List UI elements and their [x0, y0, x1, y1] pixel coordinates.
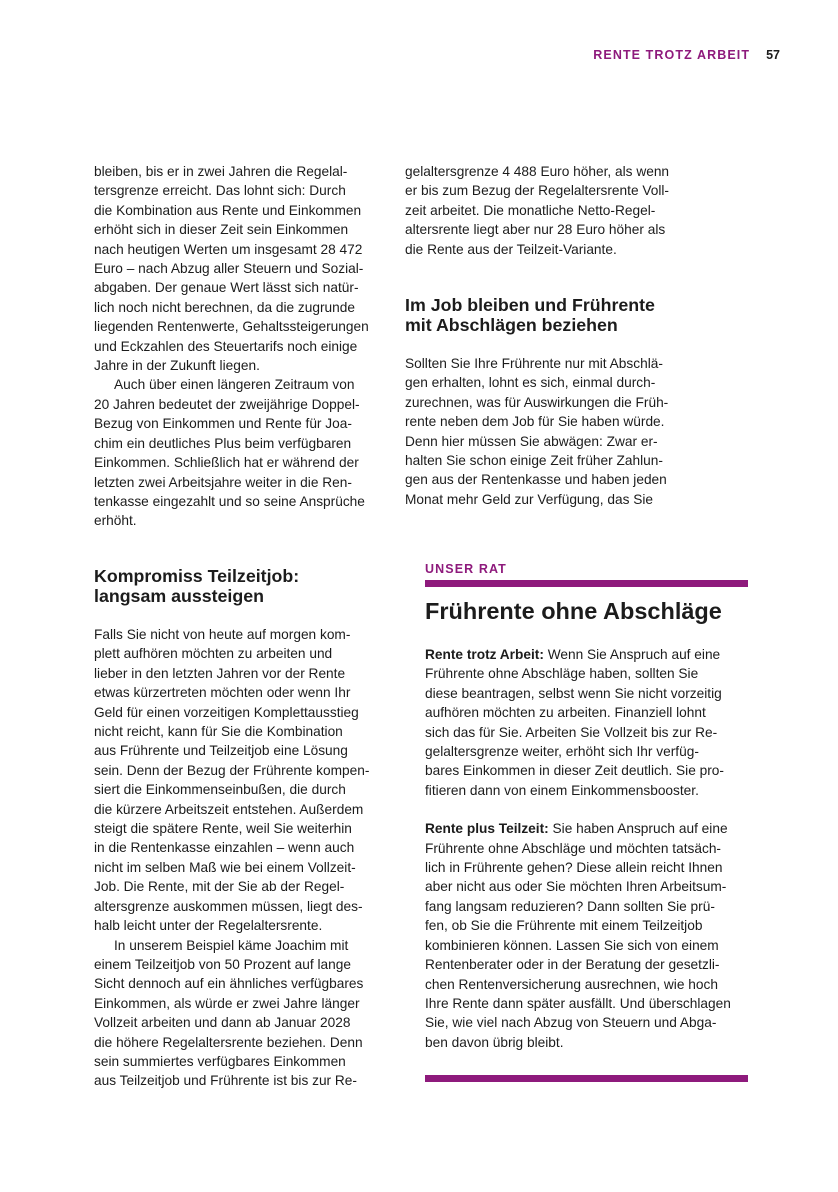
right-column-middle [405, 354, 695, 509]
left-paragraph-1: bleiben, bis er in zwei Jahren die Regelal- tersgrenze erreicht. Das lohnt sich: Durch die Kombination aus Rente und Einkommen erhöht sich in dieser Zeit sein Einkommen nach heutigen Werten um insgesamt 28 472 Euro – nach Abzug aller Steuern und Sozial- abgaben. Der genaue Wert lässt sich natür- lich noch nicht berechnen, da die zugrunde liegenden Rentenwerte, Gehaltssteigerungen und Eckzahlen des Steuertarifs noch einige Jahre in der Zukunft liegen. [94, 164, 369, 374]
left-paragraph-3: Falls Sie nicht von heute auf morgen kom- plett aufhören möchten zu arbeiten und lieber in den letzten Jahren vor der Rente etwas kürzertreten möchten oder wenn Ihr Geld für einen vorzeitigen Komplettausstieg nicht reicht, kann für Sie die Kombination aus Frührente und Teilzeitjob eine Lösung sein. Denn der Bezug der Frührente kompen- siert die Einkommenseinbußen, die durch die kürzere Arbeitszeit entstehen. Außerdem steigt die spätere Rente, weil Sie weiterhin in die Rentenkasse einzahlen – wenn auch nicht im selben Maß wie bei einem Vollzeit- Job. Die Rente, mit der Sie ab der Regel- altersgrenze auskommen müssen, liegt des- halb leicht unter der Regelaltersrente. [94, 627, 370, 934]
advice-item-1 [425, 645, 751, 800]
advice-box-label: UNSER RAT [425, 562, 507, 576]
advice-box-body [425, 645, 751, 1052]
page-number: 57 [766, 48, 780, 62]
left-column-bottom [94, 625, 386, 1091]
advice-item-2-lead: Rente plus Teilzeit: [425, 821, 549, 837]
left-section-heading-block [94, 566, 386, 606]
advice-box-label-wrap [425, 560, 748, 578]
right-section-heading-block [405, 295, 695, 335]
right-column-top [405, 162, 695, 259]
advice-item-2 [425, 819, 751, 1052]
section-heading-fruehrente-abschlaege: Im Job bleiben und Frührente mit Abschlägen beziehen [405, 295, 655, 335]
left-paragraph-4: In unserem Beispiel käme Joachim mit einem Teilzeitjob von 50 Prozent auf lange Sicht dennoch auf ein ähnliches verfügbares Einkommen, als würde er zwei Jahre länger Vollzeit arbeiten und dann ab Januar 2028 die höhere Regelaltersrente beziehen. Denn sein summiertes verfügbares Einkommen aus Teilzeitjob und Frührente ist bis zur Re- [94, 937, 364, 1089]
advice-item-2-text: Sie haben Anspruch auf eine Frührente ohne Abschläge und möchten tatsäch- lich in Frührente gehen? Diese allein reicht Ihnen aber nicht aus oder Sie möchten Ihren Arbeitsum- fang langsam reduzieren? Dann sollten Sie prü- fen, ob Sie die Frührente mit einem Teilzeitjob kombinieren können. Lassen Sie sich von einem Rentenberater oder in der Beratung der gesetzli- chen Rentenversicherung ausrechnen, wie hoch Ihre Rente dann später ausfällt. Und überschlagen Sie, wie viel nach Abzug von Steuern und Abga- ben davon übrig bleibt. [425, 821, 731, 1050]
running-head: RENTE TROTZ ARBEIT [593, 48, 751, 62]
advice-item-1-text: Wenn Sie Anspruch auf eine Frührente ohne Abschläge haben, sollten Sie diese beantragen, selbst wenn Sie nicht vorzeitig aufhören möchten zu arbeiten. Finanziell lohnt sich das für Sie. Arbeiten Sie Vollzeit bis zur Re- gelaltersgrenze weiter, erhöht sich Ihr verfüg- bares Einkommen in dieser Zeit deutlich. Sie pro- fitieren dann von einem Einkommensbooster. [425, 647, 724, 798]
left-paragraph-2: Auch über einen längeren Zeitraum von 20 Jahren bedeutet der zweijährige Doppel- Bezug von Einkommen und Rente für Joa- chim ein deutliches Plus beim verfügbaren Einkommen. Schließlich hat er während der letzten zwei Arbeitsjahre weiter in die Ren- tenkasse eingezahlt und so seine Ansprüche erhöht. [94, 377, 365, 529]
advice-box-top-bar [425, 580, 748, 587]
advice-item-1-lead: Rente trotz Arbeit: [425, 647, 544, 662]
advice-box-title-wrap [425, 597, 748, 625]
right-paragraph-1: gelaltersgrenze 4 488 Euro höher, als wenn er bis zum Bezug der Regelaltersrente Voll- zeit arbeitet. Die monatliche Netto-Regel- altersrente liegt aber nur 28 Euro höher als die Rente aus der Teilzeit-Variante. [405, 164, 670, 257]
right-paragraph-2: Sollten Sie Ihre Frührente nur mit Abschlä- gen erhalten, lohnt es sich, einmal durch- zurechnen, was für Auswirkungen die Früh- rente neben dem Job für Sie haben würde. Denn hier müssen Sie abwägen: Zwar er- halten Sie schon einige Zeit früher Zahlun- gen aus der Rentenkasse und haben jeden Monat mehr Geld zur Verfügung, das Sie [405, 356, 669, 507]
page-header [593, 48, 780, 62]
advice-box-title: Frührente ohne Abschläge [425, 598, 722, 624]
section-heading-teilzeitjob: Kompromiss Teilzeitjob: langsam aussteigen [94, 566, 300, 606]
advice-box-bottom-bar [425, 1075, 748, 1082]
left-column-top [94, 162, 386, 531]
